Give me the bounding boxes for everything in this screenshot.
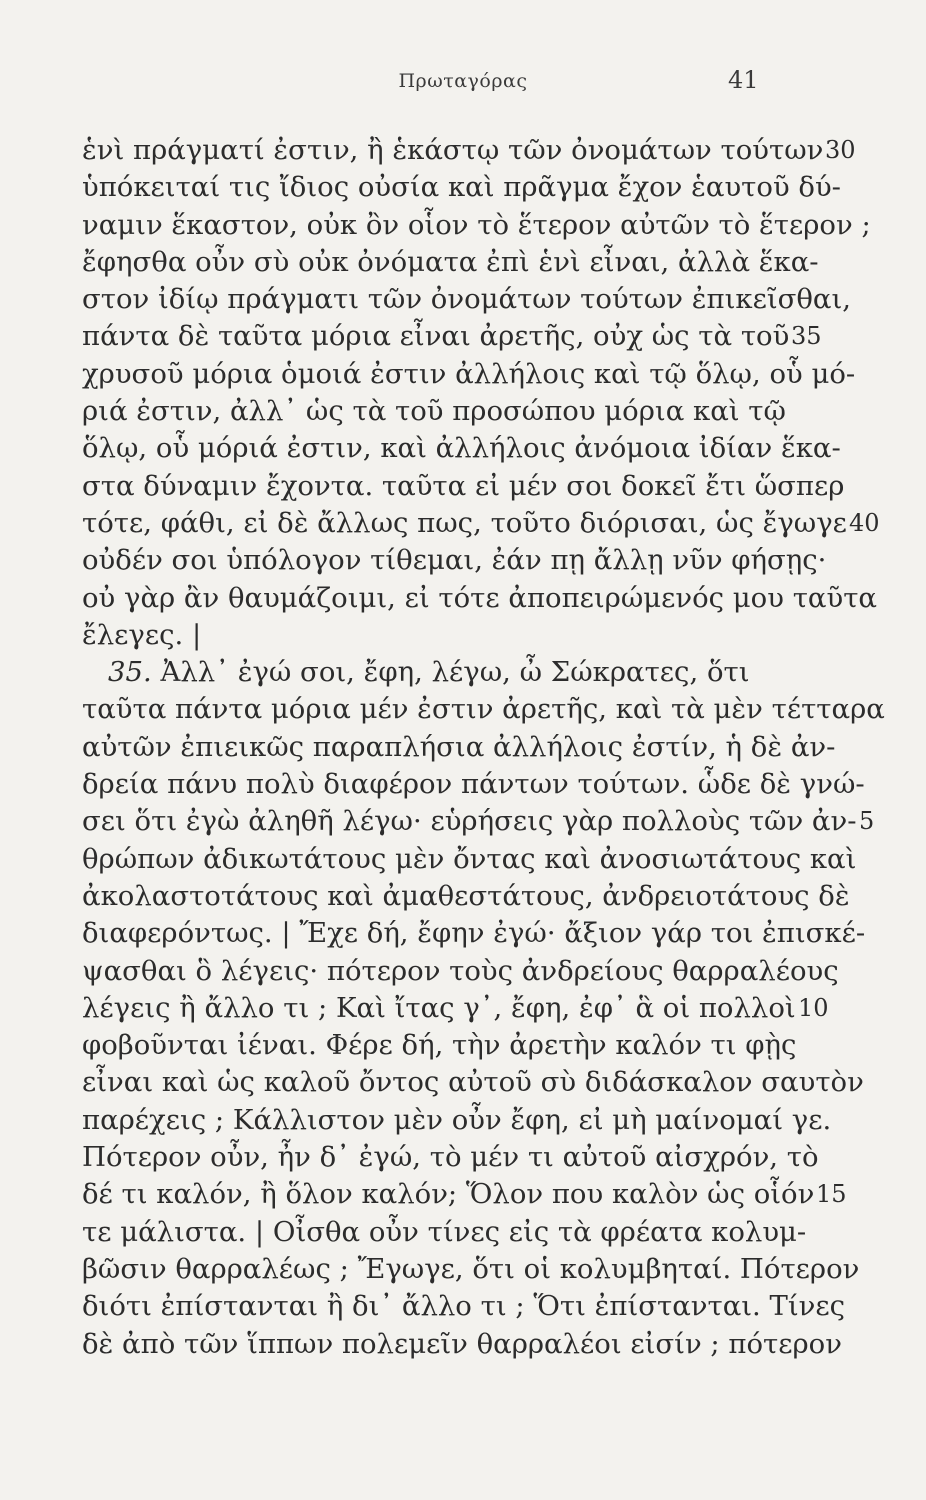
line-text: ναμιν ἕκαστον, οὐκ ὂν οἷον τὸ ἕτερον αὐτῶν τὸ ἕτερον ;	[82, 208, 871, 241]
line-number: 10	[798, 993, 829, 1022]
text-line	[0, 654, 926, 691]
text-line	[0, 356, 926, 393]
text-line	[0, 1288, 926, 1325]
line-text: δὲ ἀπὸ τῶν ἵππων πολεμεῖν θαρραλέοι εἰσίν ; πότερον	[82, 1327, 842, 1360]
line-text: βῶσιν θαρραλέως ; Ἔγωγε, ὅτι οἱ κολυμβηταί. Πότερον	[82, 1252, 860, 1285]
text-line	[0, 169, 926, 206]
text-line	[0, 132, 926, 169]
text-line	[0, 430, 926, 467]
line-text: εἶναι καὶ ὡς καλοῦ ὄντος αὐτοῦ σὺ διδάσκαλον σαυτὸν	[82, 1066, 864, 1099]
text-line	[0, 1326, 926, 1363]
text-line	[0, 542, 926, 579]
page-number: 41	[728, 66, 759, 94]
text-line	[0, 281, 926, 318]
line-number: 30	[825, 136, 856, 164]
line-text: ὑπόκειταί τις ἴδιος οὐσία καὶ πρᾶγμα ἔχον ἑαυτοῦ δύ-	[82, 171, 841, 204]
line-text: διαφερόντως. | Ἔχε δή, ἔφην ἐγώ· ἄξιον γάρ τοι ἐπισκέ-	[82, 917, 866, 950]
text-line	[0, 1027, 926, 1064]
line-text: Πότερον οὖν, ἦν δ᾽ ἐγώ, τὸ μέν τι αὐτοῦ αἰσχρόν, τὸ	[82, 1141, 819, 1174]
line-text: ἔφησθα οὖν σὺ οὐκ ὀνόματα ἐπὶ ἑνὶ εἶναι, ἀλλὰ ἕκα-	[82, 245, 819, 278]
line-text: θρώπων ἀδικωτάτους μὲν ὄντας καὶ ἀνοσιωτάτους καὶ	[82, 842, 857, 875]
line-text: διότι ἐπίστανται ἢ δι᾽ ἄλλο τι ; Ὅτι ἐπίστανται. Τίνες	[82, 1290, 846, 1323]
text-line	[0, 915, 926, 952]
line-text: πάντα δὲ ταῦτα μόρια εἶναι ἀρετῆς, οὐχ ὡς τὰ τοῦ	[82, 320, 790, 353]
text-line	[0, 393, 926, 430]
text-line	[0, 1251, 926, 1288]
text-line	[0, 1139, 926, 1176]
line-text: δέ τι καλόν, ἢ ὅλον καλόν; Ὅλον που καλὸν ὡς οἷόν	[82, 1178, 815, 1211]
line-text	[108, 654, 750, 691]
line-text: ἔλεγες. |	[82, 618, 202, 651]
line-text: ὅλῳ, οὗ μόριά ἐστιν, καὶ ἀλλήλοις ἀνόμοια ἰδίαν ἕκα-	[82, 432, 841, 465]
line-text: ἑνὶ πράγματί ἐστιν, ἢ ἑκάστῳ τῶν ὀνομάτων τούτων	[82, 134, 824, 166]
section-number: 35.	[108, 656, 152, 689]
line-text: οὐδέν σοι ὑπόλογον τίθεμαι, ἐάν πῃ ἄλλῃ νῦν φήσῃς·	[82, 544, 827, 577]
line-number: 40	[849, 508, 880, 537]
line-text: τε μάλιστα. | Οἶσθα οὖν τίνες εἰς τὰ φρέατα κολυμ-	[82, 1215, 807, 1248]
line-text: χρυσοῦ μόρια ὁμοιά ἐστιν ἀλλήλοις καὶ τῷ ὅλῳ, οὗ μό-	[82, 357, 856, 390]
running-head-title: Πρωταγόρας	[398, 70, 528, 92]
text-line	[0, 953, 926, 990]
line-number: 15	[816, 1180, 847, 1209]
text-line	[0, 729, 926, 766]
text-line	[0, 803, 926, 840]
line-text: στον ἰδίῳ πράγματι τῶν ὀνομάτων τούτων ἐπικεῖσθαι,	[82, 283, 852, 316]
line-text: λέγεις ἢ ἄλλο τι ; Καὶ ἴτας γ᾽, ἔφη, ἐφ᾽ ἃ οἱ πολλοὶ	[82, 991, 796, 1024]
line-text: δρεία πάνυ πολὺ διαφέρον πάντων τούτων. ὧδε δὲ γνώ-	[82, 768, 865, 801]
text-line	[0, 1176, 926, 1213]
line-text: τότε, φάθι, εἰ δὲ ἄλλως πως, τοῦτο διόρισαι, ὡς ἔγωγε	[82, 506, 847, 539]
line-text: οὐ γὰρ ἂν θαυμάζοιμι, εἰ τότε ἀποπειρώμενός μου ταῦτα	[82, 581, 877, 614]
text-line	[0, 841, 926, 878]
line-text: φοβοῦνται ἰέναι. Φέρε δή, τὴν ἀρετὴν καλόν τι φῂς	[82, 1029, 797, 1062]
text-line	[0, 244, 926, 281]
text-line	[0, 691, 926, 728]
line-text: σει ὅτι ἐγὼ ἀληθῆ λέγω· εὑρήσεις γὰρ πολλοὺς τῶν ἀν-	[82, 805, 857, 838]
line-text: στα δύναμιν ἔχοντα. ταῦτα εἰ μέν σοι δοκεῖ ἔτι ὥσπερ	[82, 469, 845, 502]
text-line	[0, 1214, 926, 1251]
text-line	[0, 505, 926, 542]
text-line	[0, 468, 926, 505]
text-line	[0, 1064, 926, 1101]
line-number: 5	[859, 807, 875, 836]
line-text-body: Ἀλλ᾽ ἐγώ σοι, ἔφη, λέγω, ὦ Σώκρατες, ὅτι	[160, 656, 750, 689]
text-line	[0, 617, 926, 654]
text-line	[0, 207, 926, 244]
line-text: παρέχεις ; Κάλλιστον μὲν οὖν ἔφη, εἰ μὴ μαίνομαί γε.	[82, 1103, 832, 1136]
text-line	[0, 990, 926, 1027]
text-line	[0, 766, 926, 803]
text-line	[0, 580, 926, 617]
text-body	[0, 132, 926, 1363]
line-text: ψασθαι ὃ λέγεις· πότερον τοὺς ἀνδρείους θαρραλέους	[82, 954, 839, 987]
line-text: ἀκολαστοτάτους καὶ ἀμαθεστάτους, ἀνδρειοτάτους δὲ	[82, 879, 850, 912]
text-line	[0, 1102, 926, 1139]
line-text: ριά ἐστιν, ἀλλ᾽ ὡς τὰ τοῦ προσώπου μόρια καὶ τῷ	[82, 395, 786, 428]
text-line	[0, 318, 926, 355]
text-line	[0, 878, 926, 915]
line-text: αὐτῶν ἐπιεικῶς παραπλήσια ἀλλήλοις ἐστίν, ἡ δὲ ἀν-	[82, 730, 836, 763]
line-number: 35	[791, 322, 822, 351]
line-text: ταῦτα πάντα μόρια μέν ἐστιν ἀρετῆς, καὶ τὰ μὲν τέτταρα	[82, 693, 885, 726]
